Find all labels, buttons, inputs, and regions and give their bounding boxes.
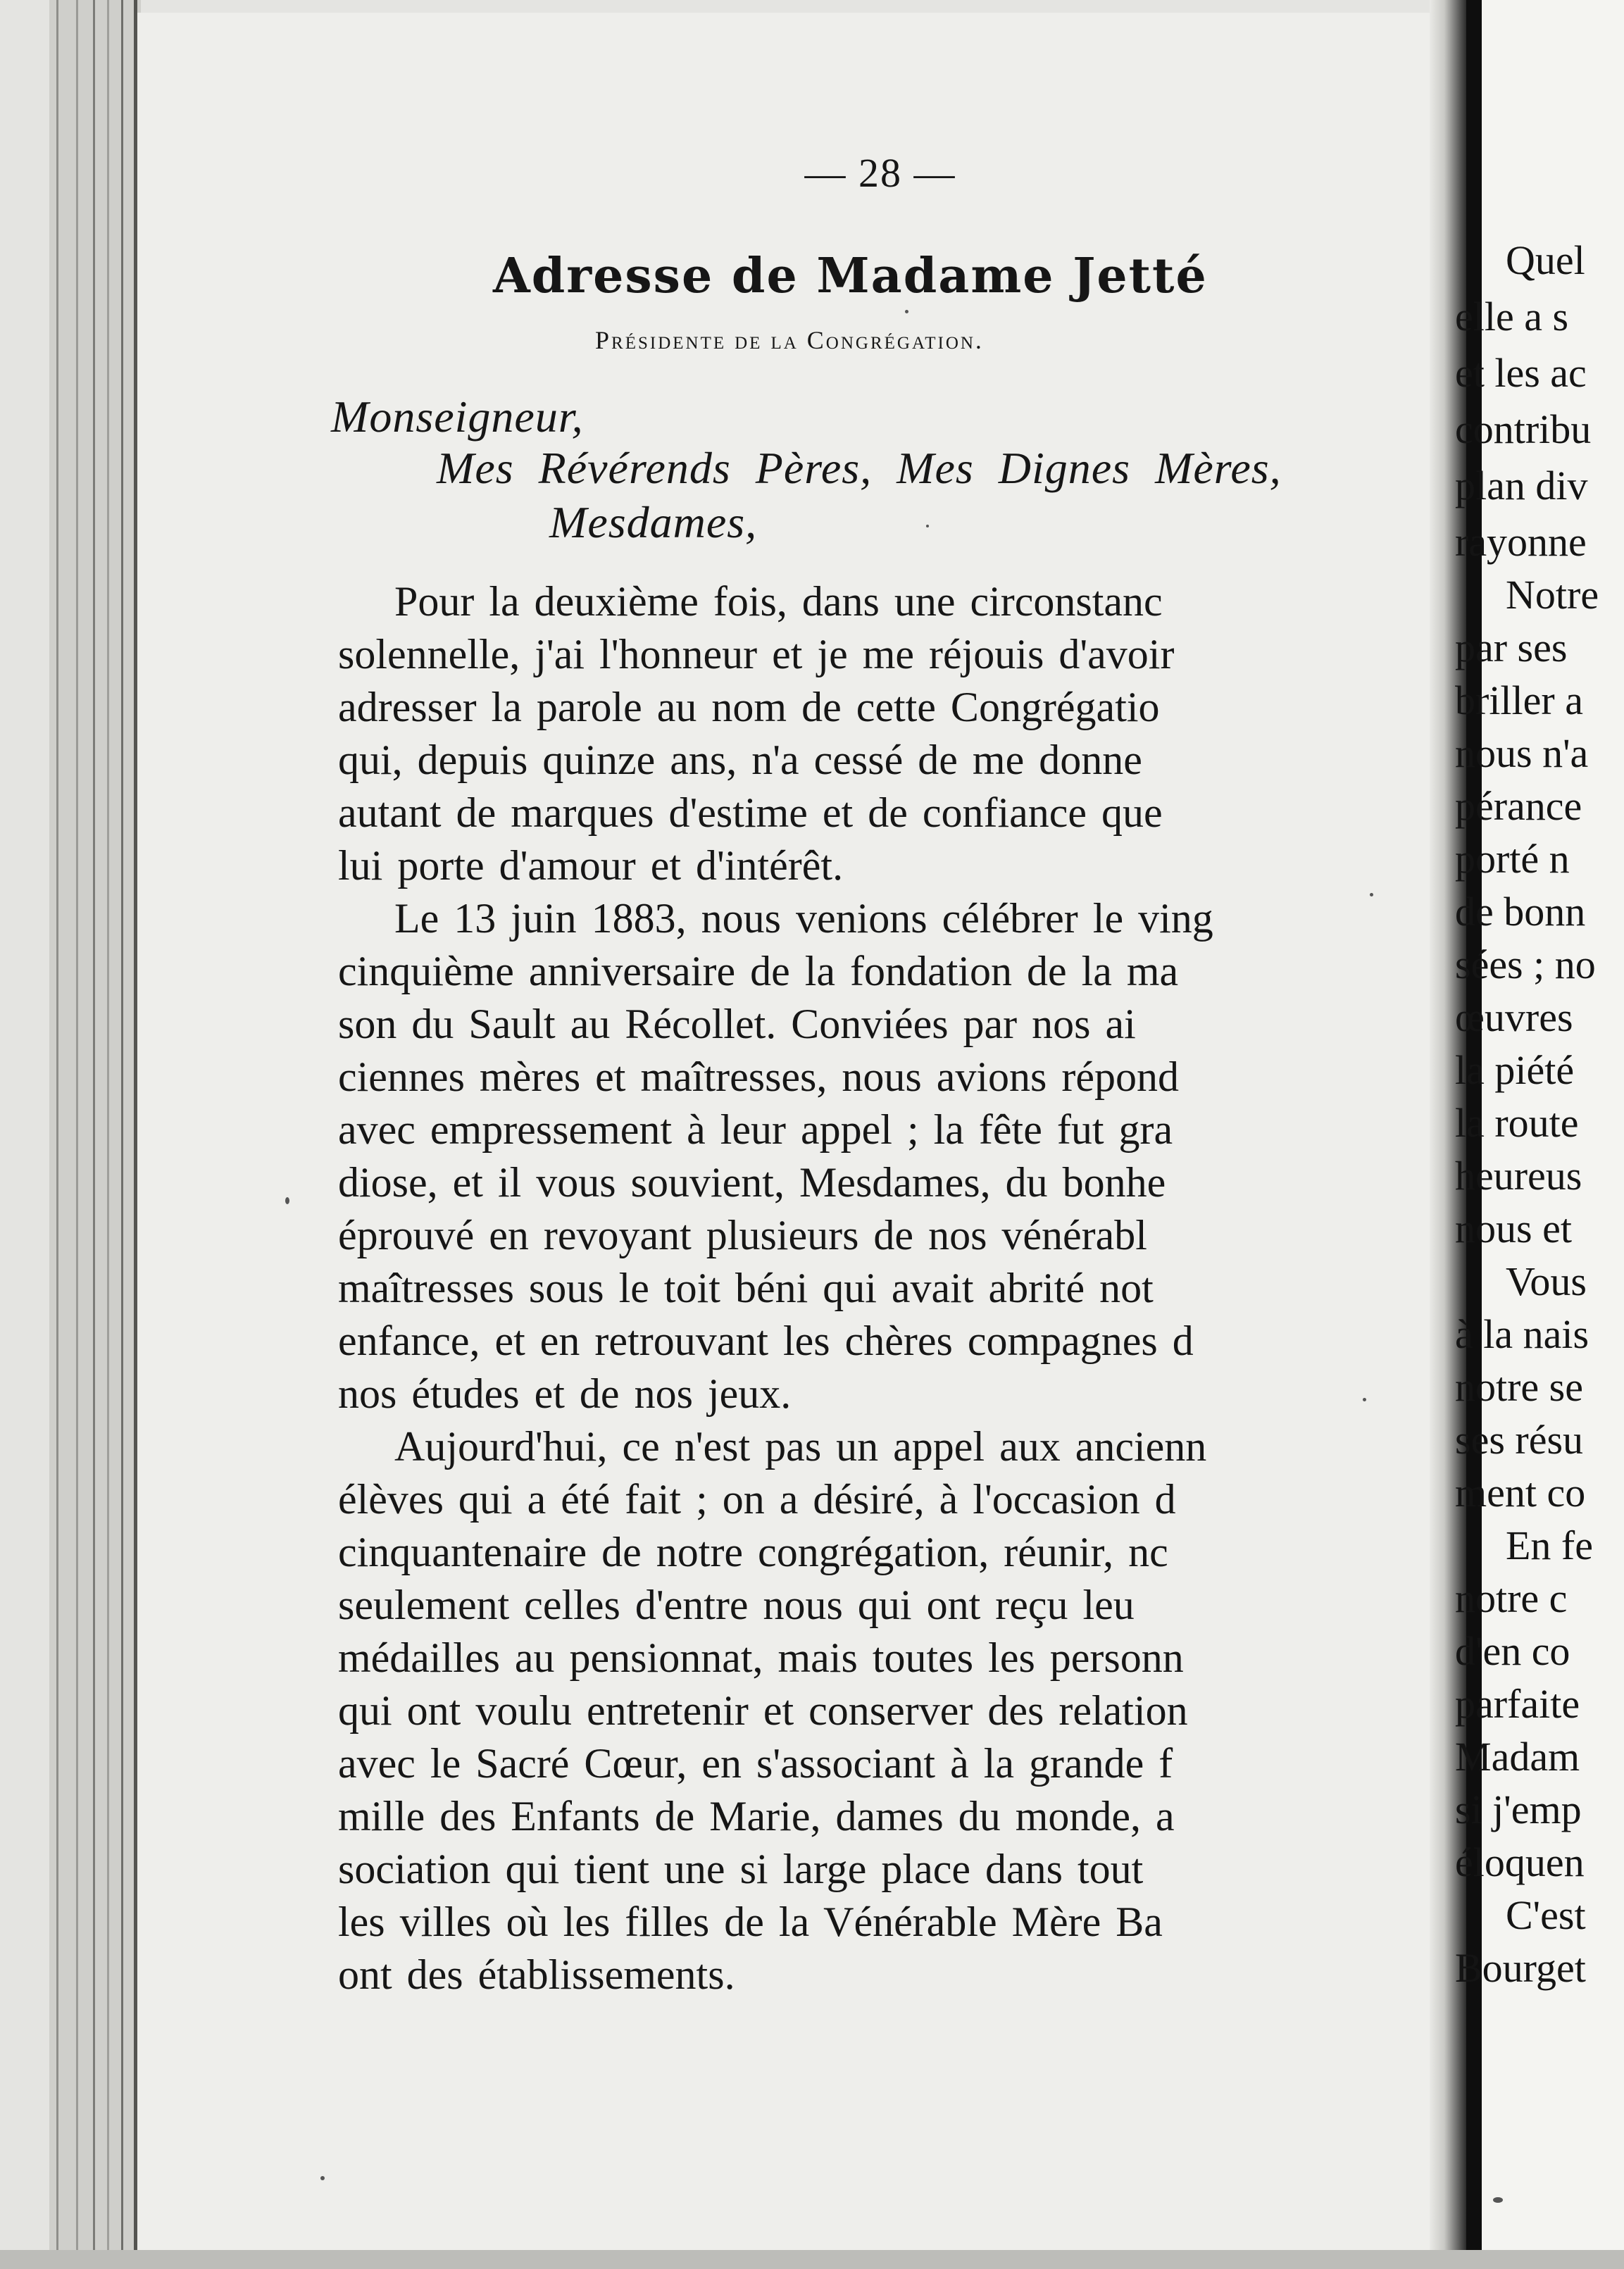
right-page-text-line: briller a — [1455, 677, 1583, 723]
body-text-line: ciennes mères et maîtresses, nous avions répond — [338, 1054, 1180, 1100]
body-text-line: adresser la parole au nom de cette Congrégatio — [338, 684, 1160, 730]
right-page-text-line: par ses — [1455, 625, 1568, 670]
right-page-text-line: elle a s — [1455, 294, 1569, 339]
scan-speck — [1493, 2197, 1503, 2203]
page-edge-line — [56, 0, 58, 2269]
right-page-text-line: parfaite — [1455, 1681, 1580, 1727]
salutation-line: Mes Révérends Pères, Mes Dignes Mères, — [437, 443, 1282, 493]
scan-speck — [926, 525, 929, 527]
body-text-line: avec empressement à leur appel ; la fête fut gra — [338, 1106, 1173, 1153]
scan-speck — [320, 2176, 325, 2180]
right-page-text-line: ses résu — [1455, 1417, 1584, 1463]
right-page-text-line: plan div — [1455, 463, 1588, 508]
page-edge-line — [93, 0, 95, 2269]
body-text-line: diose, et il vous souvient, Mesdames, du bonhe — [338, 1159, 1166, 1206]
page-number: — 28 — — [804, 150, 956, 196]
address-title: Adresse de Madame Jetté — [493, 248, 1208, 304]
right-page-text-line: de bonn — [1455, 889, 1586, 935]
right-page-text-line: notre se — [1455, 1364, 1583, 1410]
body-text-line: autant de marques d'estime et de confiance que — [338, 789, 1163, 836]
right-page-text-line: notre c — [1455, 1575, 1568, 1621]
right-page-text-line: En fe — [1506, 1523, 1593, 1568]
body-text-line: qui, depuis quinze ans, n'a cessé de me donne — [338, 737, 1142, 783]
page-stack-edges — [49, 0, 141, 2269]
salutation-line: Monseigneur, — [331, 392, 584, 442]
right-page-text-line: pérance — [1455, 783, 1582, 829]
body-text-line: qui ont voulu entretenir et conserver des relation — [338, 1687, 1188, 1734]
body-text-line: maîtresses sous le toit béni qui avait abrité not — [338, 1265, 1154, 1311]
body-text-line: cinquième anniversaire de la fondation de la ma — [338, 948, 1179, 994]
right-page-text-line: ment co — [1455, 1470, 1586, 1515]
right-page-text-line: C'est — [1506, 1892, 1586, 1938]
page-edge-line — [121, 0, 123, 2269]
right-page-text-line: Vous — [1506, 1258, 1587, 1304]
page-edge-line — [107, 0, 109, 2269]
address-subtitle: Présidente de la Congrégation. — [595, 326, 984, 354]
body-text-line: éprouvé en revoyant plusieurs de nos vénérabl — [338, 1212, 1147, 1258]
body-text-line: lui porte d'amour et d'intérêt. — [338, 842, 844, 889]
body-text-line: ont des établissements. — [338, 1951, 735, 1998]
body-text-line: Le 13 juin 1883, nous venions célébrer le ving — [394, 895, 1213, 942]
right-page-text-line: Quel — [1506, 237, 1585, 283]
body-text-line: avec le Sacré Cœur, en s'associant à la grande f — [338, 1740, 1173, 1787]
right-page-text-line: à la nais — [1455, 1311, 1589, 1357]
right-page-text-line: rayonne — [1455, 519, 1587, 565]
right-page-text-line: la piété — [1455, 1047, 1575, 1093]
page-edge-line — [76, 0, 78, 2269]
scan-speck — [905, 310, 908, 313]
right-page-text-line: la route — [1455, 1100, 1579, 1146]
right-page-text-line: heureus — [1455, 1153, 1582, 1199]
right-page-text-line: sées ; no — [1455, 942, 1596, 987]
right-page-text-line: œuvres — [1455, 994, 1573, 1040]
right-page-text-line: d'en co — [1455, 1628, 1570, 1674]
body-text-line: élèves qui a été fait ; on a désiré, à l'occasion d — [338, 1476, 1176, 1523]
right-page-text-line: contribu — [1455, 406, 1592, 452]
salutation-line: Mesdames, — [549, 497, 758, 547]
scanner-bottom-edge — [0, 2250, 1624, 2269]
body-text-line: seulement celles d'entre nous qui ont reçu leu — [338, 1582, 1135, 1628]
scan-speck — [1363, 1398, 1366, 1401]
right-page-text-line: Bourget — [1455, 1945, 1586, 1991]
right-page-text-line: Madam — [1455, 1734, 1580, 1780]
body-text-line: nos études et de nos jeux. — [338, 1370, 792, 1417]
scan-speck — [1370, 893, 1373, 896]
body-text-line: médailles au pensionnat, mais toutes les personn — [338, 1634, 1184, 1681]
right-page-text-line: porté n — [1455, 836, 1570, 882]
body-text-line: cinquantenaire de notre congrégation, réunir, nc — [338, 1529, 1168, 1575]
right-page-text-line: nous et — [1455, 1206, 1572, 1251]
body-text-line: Aujourd'hui, ce n'est pas un appel aux ancienn — [394, 1423, 1207, 1470]
right-page-text-line: nous n'a — [1455, 730, 1589, 776]
body-text-line: son du Sault au Récollet. Conviées par nos ai — [338, 1001, 1136, 1047]
right-page-text-line: Notre — [1506, 572, 1599, 618]
body-text-line: mille des Enfants de Marie, dames du monde, a — [338, 1793, 1175, 1839]
body-text-line: les villes où les filles de la Vénérable Mère Ba — [338, 1899, 1163, 1945]
scan-speck — [285, 1197, 289, 1204]
body-text-line: sociation qui tient une si large place dans tout — [338, 1846, 1144, 1892]
right-page-text-line: si j'emp — [1455, 1787, 1582, 1832]
body-text-line: solennelle, j'ai l'honneur et je me réjouis d'avoir — [338, 631, 1175, 677]
right-page-text-line: et les ac — [1455, 350, 1587, 396]
body-text-line: enfance, et en retrouvant les chères compagnes d — [338, 1318, 1194, 1364]
body-text-line: Pour la deuxième fois, dans une circonstanc — [394, 578, 1163, 625]
right-page-text-line: éloquen — [1455, 1839, 1585, 1885]
